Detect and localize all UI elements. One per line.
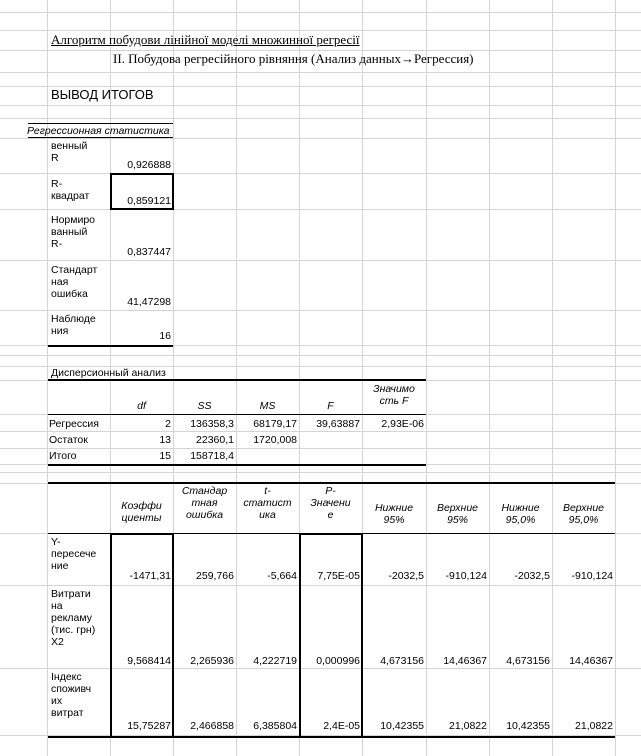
coef-cell: 259,766 [196,570,234,582]
anova-heading: Дисперсионный анализ [51,367,166,379]
sheet-title: Алгоритм побудови лінійної моделі множинної регресії [51,32,360,47]
coef-header: Верхние 95% [436,502,479,526]
coef-header: Стандар тная ошибка [181,485,228,521]
coef-cell: 15,75287 [127,720,171,732]
coef-cell: -1471,31 [129,570,171,582]
coef-cell: -5,664 [267,570,297,582]
coef-cell: -2032,5 [388,570,424,582]
coefficients-column-box [110,533,174,738]
regstat-bottom-rule [48,345,173,347]
coef-cell: -910,124 [445,570,487,582]
coef-cell: 10,42355 [380,720,424,732]
anova-bottom-rule [48,464,426,466]
regstat-label: Стандарт ная ошибка [51,264,98,300]
anova-row-label: Итого [49,450,77,462]
regstat-heading: Регрессионная статистика [27,125,170,137]
anova-cell: 158718,4 [190,450,234,462]
anova-header-rule [48,414,426,415]
coef-row-label: Витрати на рекламу (тис. грн) Х2 [51,588,96,648]
coef-cell: 6,385804 [253,720,297,732]
coef-cell: 2,4E-05 [323,720,360,732]
anova-cell: 22360,1 [196,434,234,446]
coef-cell: 0,000996 [316,655,360,667]
coef-top-rule [48,482,615,484]
coef-cell: 21,0822 [449,720,487,732]
regstat-label: R- квадрат [51,178,90,202]
coef-cell: 2,466858 [190,720,234,732]
anova-cell: 15 [159,450,171,462]
coef-cell: 14,46367 [443,655,487,667]
regstat-value: 0,837447 [127,246,171,258]
coef-header: Верхние 95,0% [562,502,605,526]
anova-header: df [137,400,146,412]
pvalue-column-box [299,533,363,738]
anova-row-label: Регрессия [49,418,99,430]
coef-header: Нижние 95% [374,502,414,526]
anova-top-rule [48,379,426,381]
anova-cell: 136358,3 [190,418,234,430]
anova-cell: 2 [165,418,171,430]
anova-cell: 39,63887 [316,418,360,430]
coef-cell: 4,222719 [253,655,297,667]
coef-cell: 2,265936 [190,655,234,667]
regstat-value: 0,926888 [127,159,171,171]
anova-header: MS [259,400,276,412]
coef-row-label: Y- пересече ние [51,536,97,572]
regstat-top-rule [28,123,173,124]
anova-cell: 1720,008 [253,434,297,446]
regstat-label: венный R [51,140,88,164]
anova-cell: 68179,17 [253,418,297,430]
coef-cell: 10,42355 [506,720,550,732]
coef-cell: -2032,5 [514,570,550,582]
anova-row-label: Остаток [49,434,88,446]
coef-row-label: Індекс споживч их витрат [51,671,92,719]
coef-cell: 14,46367 [569,655,613,667]
anova-header: F [327,400,334,412]
sheet-subtitle: ІІ. Побудова регресійного рівняння (Анализ данных→Регрессия) [113,51,474,66]
coef-cell: 9,568414 [127,655,171,667]
coef-cell: -910,124 [571,570,613,582]
anova-cell: 2,93E-06 [381,418,424,430]
coef-cell: 4,673156 [380,655,424,667]
coef-header: P- Значени е [310,485,351,521]
coef-header: Нижние 95,0% [501,502,540,526]
regstat-value: 16 [159,330,171,342]
coef-cell: 4,673156 [506,655,550,667]
output-heading: ВЫВОД ИТОГОВ [51,87,154,102]
coef-header: t- статист ика [243,485,292,521]
anova-header: SS [197,400,212,412]
regstat-value: 41,47298 [127,296,171,308]
regstat-header-rule [28,137,173,138]
coef-header: Коэффи циенты [121,500,162,524]
coef-cell: 21,0822 [575,720,613,732]
regstat-label: Нормиро ванный R- [51,214,96,250]
regstat-label: Наблюде ния [51,313,96,337]
regstat-value: 0,859121 [127,195,171,207]
anova-cell: 13 [159,434,171,446]
coef-cell: 7,75E-05 [317,570,360,582]
anova-header: Значимо сть F [373,383,415,407]
